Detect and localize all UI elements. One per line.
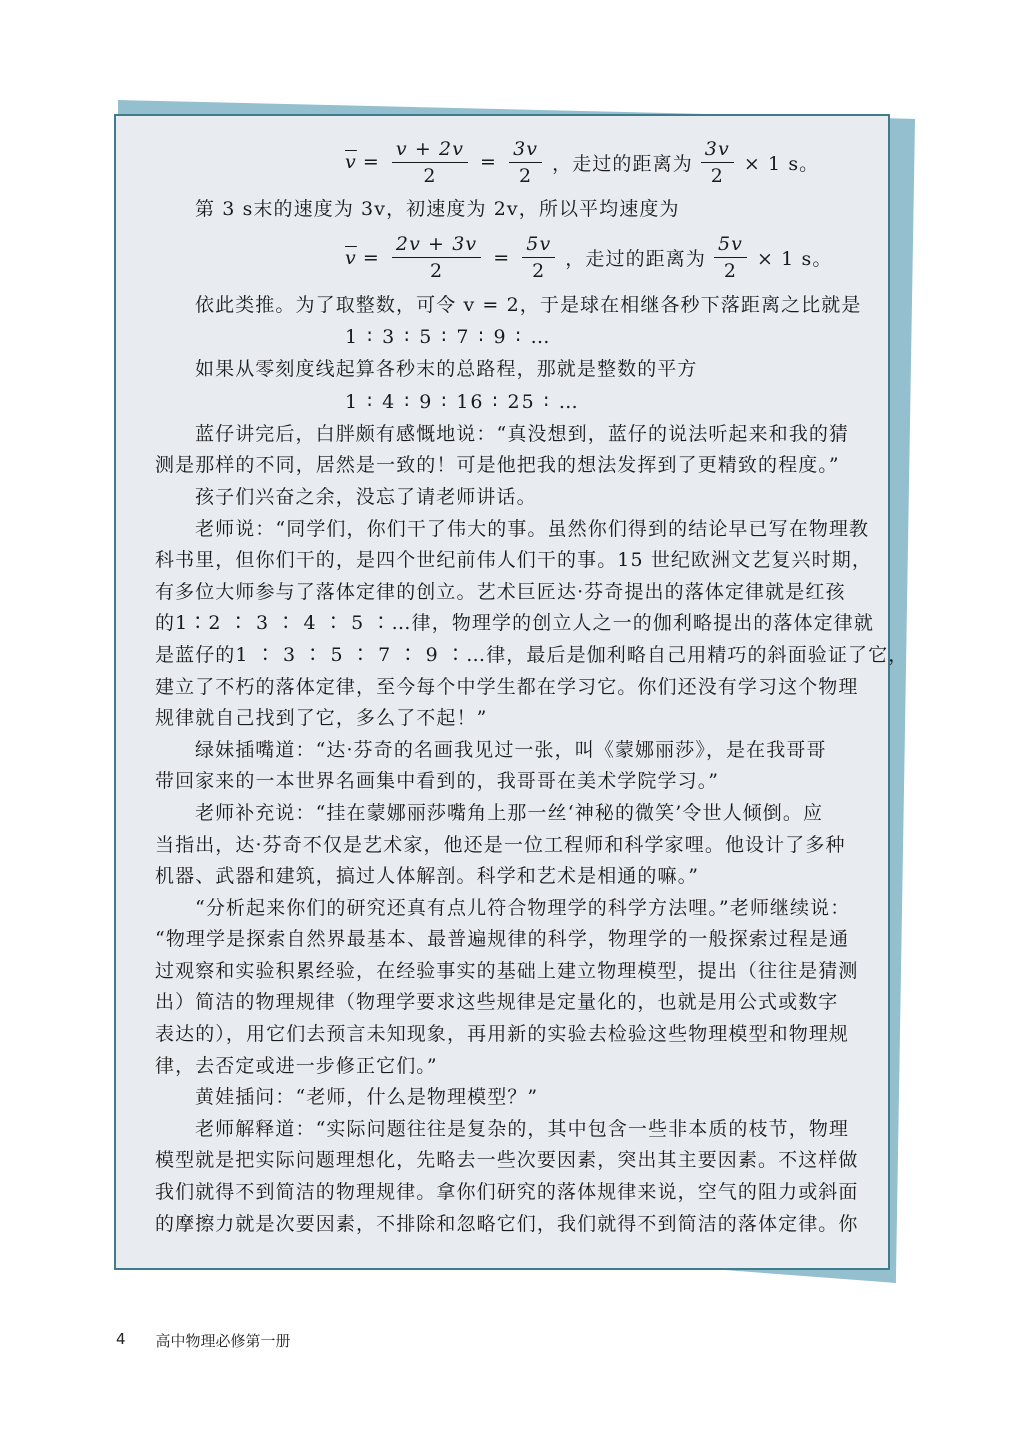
paragraph-teacher-speech: 老师说：“同学们，你们干了伟大的事。虽然你们得到的结论早已写在物理教 科书里，但你们干的，是四个世纪前伟人们干的事。15 世纪欧洲文艺复兴时期， 有多位大师参与了落体定律的创立。艺术巨匠达·芬奇提出的落体定律就是红孩 的1∶2 ∶ 3 ∶ 4 ∶ 5 ∶…律，物理学的创立人之一的伽利略提出的落体定律就 是蓝仔的1 ∶ 3 ∶ 5 ∶ 7 ∶ 9 ∶…律，最后是伽利略自己用精巧的斜面验证了它， 建立了不朽的落体定律，至今每个中学生都在学习它。你们还没有学习这个物理 规律就自己找到了它，多么了不起！” xyxy=(155,517,909,730)
paragraph-line: 第 3 s末的速度为 3v，初速度为 2v，所以平均速度为 xyxy=(195,198,680,220)
fraction: $\frac{5v}{2}$ xyxy=(522,233,555,282)
page-number: 4 xyxy=(116,1330,126,1348)
paragraph-scientific-method: “分析起来你们的研究还真有点儿符合物理学的科学方法哩。”老师继续说： “物理学是探索自然界最基本、最普遍规律的科学，物理学的一般探索过程是通 过观察和实验积累经验，在经验事实的基础上建立物理模型，提出（往往是猜测 出）简洁的物理规律（物理学要求这些规律是定量化的，也就是用公式或数字 表达的），用它们去预言未知现象，再用新的实验去检验这些物理模型和物理规 律，去否定或进一步修正它们。” xyxy=(155,896,859,1077)
fraction: $\frac{v + 2v}{2}$ xyxy=(392,138,468,187)
paragraph-line: 依此类推。为了取整数，可令 v = 2，于是球在相继各秒下落距离之比就是 xyxy=(195,293,862,316)
paragraph-huangwa-question: 黄娃插问：“老师，什么是物理模型？” xyxy=(195,1086,539,1109)
book-title: 高中物理必修第一册 xyxy=(155,1332,291,1350)
fraction: $\frac{3v}{2}$ xyxy=(509,138,542,187)
paragraph-bailang: 蓝仔讲完后，白胖颇有感慨地说：“真没想到，蓝仔的说法听起来和我的猜 测是那样的不同，居然是一致的！可是他把我的想法发挥到了更精致的程度。” xyxy=(155,422,850,477)
fraction: $\frac{2v + 3v}{2}$ xyxy=(392,233,481,282)
fraction: $\frac{5v}{2}$ xyxy=(714,233,747,282)
box-content xyxy=(155,130,909,1240)
ratio-odd-numbers: 1 ∶ 3 ∶ 5 ∶ 7 ∶ 9 ∶ … xyxy=(345,326,552,349)
formula-lhs: $\overline{v}$ xyxy=(345,246,357,269)
paragraph-lvmei: 绿妹插嘴道：“达·芬奇的名画我见过一张，叫《蒙娜丽莎》，是在我哥哥 带回家来的一本世界名画集中看到的，我哥哥在美术学院学习。” xyxy=(155,738,827,793)
fraction: $\frac{3v}{2}$ xyxy=(701,138,734,187)
paragraph-teacher-explains: 老师解释道：“实际问题往往是复杂的，其中包含一些非本质的枝节，物理 模型就是把实际问题理想化，先略去一些次要因素，突出其主要因素。不这样做 我们就得不到简洁的物理规律。拿你们研究的落体规律来说，空气的阻力或斜面 的摩擦力就是次要因素，不排除和忽略它们，我们就得不到简洁的落体定律。你 xyxy=(155,1117,859,1235)
ratio-squares: 1 ∶ 4 ∶ 9 ∶ 16 ∶ 25 ∶ … xyxy=(345,390,580,413)
paragraph-teacher-supplement: 老师补充说：“挂在蒙娜丽莎嘴角上那一丝‘神秘的微笑’令世人倾倒。应 当指出，达·芬奇不仅是艺术家，他还是一位工程师和科学家哩。他设计了多种 机器、武器和建筑，搞过人体解剖。科学和艺术是相通的嘛。” xyxy=(155,801,846,888)
formula-average-velocity-2: $\overline{v}$ = $\frac{2v + 3v}{2}$ = $\frac{5v}{2}$ ，走过的距离为 $\frac{5v}{2}$ × 1 s。 xyxy=(345,233,833,283)
formula-lhs: $\overline{v}$ xyxy=(345,151,357,173)
paragraph-children: 孩子们兴奋之余，没忘了请老师讲话。 xyxy=(195,485,537,508)
page-footer xyxy=(116,1330,291,1351)
paragraph-line: 如果从零刻度线起算各秒末的总路程，那就是整数的平方 xyxy=(195,358,698,381)
formula-average-velocity-1: $\overline{v}$ = $\frac{v + 2v}{2}$ = $\frac{3v}{2}$ ，走过的距离为 $\frac{3v}{2}$ × 1 s。 xyxy=(345,137,820,187)
